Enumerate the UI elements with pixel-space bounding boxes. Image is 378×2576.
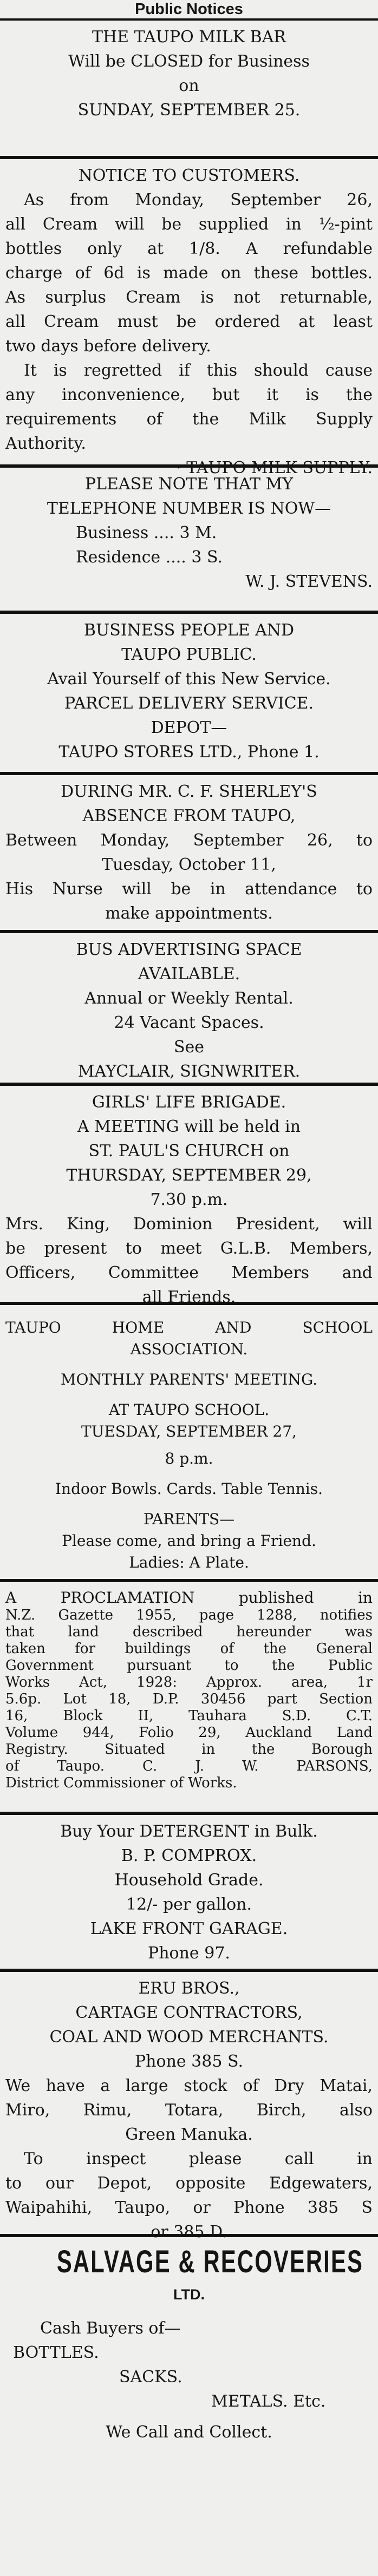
- school-line: Indoor Bowls. Cards. Table Tennis.: [55, 1480, 323, 1498]
- eru-line: COAL AND WOOD MERCHANTS.: [49, 2028, 329, 2047]
- eru-title: ERU BROS.,: [138, 1979, 240, 1998]
- school-line: 8 p.m.: [165, 1450, 213, 1467]
- notice-bus-advertising: [0, 933, 378, 1086]
- customers-line: all Cream will be supplied in ½-pint: [5, 215, 373, 234]
- notice-proclamation: [0, 1582, 378, 1815]
- school-line: Please come, and bring a Friend.: [62, 1532, 316, 1550]
- brigade-line: THURSDAY, SEPTEMBER 29,: [66, 1166, 312, 1185]
- notice-home-and-school: [0, 1305, 378, 1582]
- notice-detergent: [0, 1815, 378, 1972]
- detergent-line: B. P. COMPROX.: [121, 1846, 257, 1865]
- notice-girls-life-brigade: [0, 1086, 378, 1305]
- sherley-line: Tuesday, October 11,: [102, 855, 276, 874]
- milk-bar-title: THE TAUPO MILK BAR: [92, 28, 286, 47]
- brigade-line: all Friends.: [142, 1288, 236, 1307]
- customers-line: As surplus Cream is not returnable,: [5, 288, 373, 307]
- salvage-title: SALVAGE & RECOVERIES: [56, 2244, 363, 2279]
- customers-title: NOTICE TO CUSTOMERS.: [78, 166, 300, 185]
- brigade-line: A MEETING will be held in: [77, 1117, 301, 1136]
- bus-line: 24 Vacant Spaces.: [114, 1013, 264, 1032]
- proclamation-title: A PROCLAMATION published in: [5, 1589, 373, 1607]
- proclamation-line: Volume 944, Folio 29, Auckland Land: [5, 1725, 373, 1741]
- proclamation-line: District Commissioner of Works.: [5, 1775, 237, 1791]
- notice-customers: [0, 159, 378, 477]
- customers-line: charge of 6d is made on these bottles.: [5, 264, 373, 283]
- sherley-line: His Nurse will be in attendance to: [5, 880, 373, 899]
- milk-bar-line: on: [179, 76, 199, 95]
- salvage-line: SACKS.: [119, 2368, 183, 2387]
- telephone-residence: Residence .... 3 S.: [76, 548, 223, 567]
- parcel-title: BUSINESS PEOPLE AND: [83, 621, 295, 640]
- brigade-title: GIRLS' LIFE BRIGADE.: [92, 1093, 286, 1112]
- proclamation-line: Government pursuant to the Public: [5, 1657, 373, 1674]
- customers-line: Authority.: [5, 434, 86, 453]
- bus-line: AVAILABLE.: [138, 965, 240, 984]
- eru-line: Miro, Rimu, Totara, Birch, also: [5, 2101, 373, 2120]
- parcel-line: DEPOT—: [151, 718, 227, 737]
- eru-line: We have a large stock of Dry Matai,: [5, 2076, 373, 2095]
- bus-signature: MAYCLAIR, SIGNWRITER.: [77, 1062, 301, 1081]
- bus-title: BUS ADVERTISING SPACE: [76, 940, 302, 959]
- notice-telephone: [0, 468, 378, 614]
- customers-line: bottles only at 1/8. A refundable: [5, 239, 373, 258]
- parcel-line: TAUPO PUBLIC.: [121, 645, 257, 664]
- school-title: TAUPO HOME AND SCHOOL: [5, 1319, 373, 1336]
- proclamation-line: 5.6p. Lot 18, D.P. 30456 part Section: [5, 1691, 373, 1707]
- school-line: MONTHLY PARENTS' MEETING.: [60, 1371, 318, 1388]
- proclamation-line: of Taupo. C. J. W. PARSONS,: [5, 1758, 373, 1774]
- detergent-line: Phone 97.: [148, 1944, 230, 1963]
- eru-line: or 385 D.: [151, 2223, 227, 2241]
- eru-line: Waipahihi, Taupo, or Phone 385 S: [5, 2198, 373, 2217]
- eru-line: Green Manuka.: [125, 2125, 253, 2144]
- detergent-title: Buy Your DETERGENT in Bulk.: [60, 1822, 318, 1841]
- salvage-line: BOTTLES.: [13, 2343, 99, 2362]
- school-line: AT TAUPO SCHOOL.: [108, 1401, 270, 1419]
- salvage-line: Cash Buyers of—: [40, 2319, 181, 2338]
- notice-salvage: [0, 2237, 378, 2497]
- customers-line: As from Monday, September 26,: [24, 191, 373, 209]
- brigade-line: Officers, Committee Members and: [5, 1263, 373, 1282]
- eru-line: Phone 385 S.: [135, 2052, 243, 2071]
- notice-sherley: [0, 775, 378, 933]
- eru-line: To inspect please call in: [24, 2149, 373, 2168]
- parcel-line: Avail Yourself of this New Service.: [47, 670, 331, 689]
- parcel-line: PARCEL DELIVERY SERVICE.: [64, 694, 314, 713]
- sherley-line: ABSENCE FROM TAUPO,: [82, 807, 296, 825]
- brigade-line: ST. PAUL'S CHURCH on: [88, 1142, 290, 1161]
- customers-line: any inconvenience, but it is the: [5, 385, 373, 404]
- brigade-line: 7.30 p.m.: [150, 1190, 228, 1209]
- milk-bar-line: SUNDAY, SEPTEMBER 25.: [77, 101, 301, 120]
- customers-line: all Cream must be ordered at least: [5, 312, 373, 331]
- detergent-line: LAKE FRONT GARAGE.: [90, 1919, 288, 1938]
- bus-line: See: [173, 1038, 205, 1057]
- salvage-line: METALS. Etc.: [211, 2392, 326, 2411]
- customers-line: requirements of the Milk Supply: [5, 410, 373, 429]
- proclamation-line: Works Act, 1928: Approx. area, 1r: [5, 1674, 373, 1690]
- eru-line: CARTAGE CONTRACTORS,: [75, 2003, 303, 2022]
- salvage-ltd: LTD.: [173, 2286, 205, 2303]
- detergent-line: Household Grade.: [114, 1871, 264, 1890]
- customers-line: two days before delivery.: [5, 337, 211, 356]
- sherley-line: make appointments.: [105, 904, 273, 923]
- proclamation-line: Registry. Situated in the Borough: [5, 1741, 373, 1758]
- notice-parcel-delivery: [0, 614, 378, 775]
- telephone-line: TELEPHONE NUMBER IS NOW—: [47, 499, 331, 518]
- notice-milk-bar: [0, 21, 378, 159]
- telephone-business: Business .... 3 M.: [76, 523, 217, 542]
- proclamation-line: N.Z. Gazette 1955, page 1288, notifies: [5, 1607, 373, 1623]
- bus-line: Annual or Weekly Rental.: [84, 989, 294, 1008]
- school-line: Ladies: A Plate.: [129, 1554, 249, 1571]
- detergent-line: 12/- per gallon.: [126, 1895, 252, 1914]
- school-line: ASSOCIATION.: [130, 1340, 248, 1358]
- school-line: TUESDAY, SEPTEMBER 27,: [81, 1423, 297, 1440]
- telephone-title: PLEASE NOTE THAT MY: [84, 475, 294, 494]
- customers-line: It is regretted if this should cause: [24, 361, 373, 380]
- proclamation-line: 16, Block II, Tauhara S.D. C.T.: [5, 1708, 373, 1724]
- sherley-title: DURING MR. C. F. SHERLEY'S: [61, 782, 317, 801]
- school-line: PARENTS—: [143, 1510, 235, 1528]
- telephone-signature: W. J. STEVENS.: [245, 572, 373, 591]
- parcel-line: TAUPO STORES LTD., Phone 1.: [58, 743, 320, 762]
- proclamation-line: taken for buildings of the General: [5, 1641, 373, 1657]
- sherley-line: Between Monday, September 26, to: [5, 831, 373, 850]
- page-title: Public Notices: [0, 0, 378, 21]
- salvage-line: We Call and Collect.: [106, 2423, 272, 2442]
- milk-bar-line: Will be CLOSED for Business: [68, 52, 310, 71]
- proclamation-line: that land described hereunder was: [5, 1624, 373, 1640]
- eru-line: to our Depot, opposite Edgewaters,: [5, 2174, 373, 2193]
- brigade-line: Mrs. King, Dominion President, will: [5, 1215, 373, 1234]
- brigade-line: be present to meet G.L.B. Members,: [5, 1239, 373, 1258]
- customers-signature: · TAUPO MILK SUPPLY.: [176, 458, 373, 477]
- notice-eru-bros: [0, 1972, 378, 2241]
